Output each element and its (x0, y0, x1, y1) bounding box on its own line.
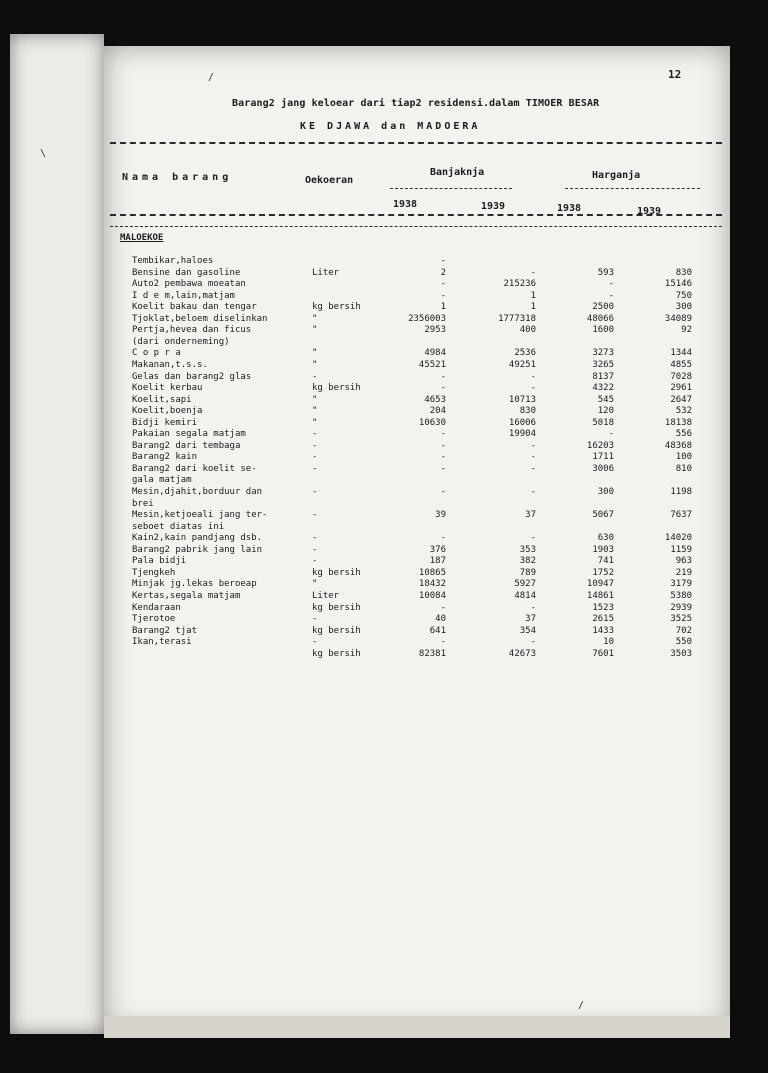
row-qty-1939: 37 (525, 510, 536, 521)
row-unit: " (312, 325, 318, 336)
table-row (132, 626, 702, 637)
row-qty-1939: 5927 (514, 579, 536, 590)
row-name: Barang2 tjat (132, 625, 198, 636)
row-price-1938: 14861 (586, 590, 614, 601)
row-unit: - (312, 440, 318, 451)
row-price-1938: 3265 (592, 359, 614, 370)
row-price-1939: 2939 (670, 602, 692, 613)
page-number: 12 (668, 68, 682, 81)
row-qty-1938: - (440, 463, 446, 474)
row-price-1939: 15146 (664, 279, 692, 290)
row-name: Barang2 dari tembaga (132, 440, 241, 451)
row-price-1939: 92 (681, 325, 692, 336)
row-qty-1938: 45521 (418, 359, 446, 370)
row-qty-1939: 37 (525, 614, 536, 625)
row-qty-1939: - (530, 383, 536, 394)
row-qty-1938: - (440, 452, 446, 463)
table-row (132, 568, 702, 579)
row-qty-1939: 16006 (508, 417, 536, 428)
row-name: Gelas dan barang2 glas (132, 371, 252, 382)
row-name: Kendaraan (132, 602, 181, 613)
row-price-1939: 702 (675, 625, 692, 636)
row-unit: kg bersih (312, 383, 361, 394)
row-price-1938: 10947 (586, 579, 614, 590)
row-price-1939: 2961 (670, 383, 692, 394)
row-price-1938: 4322 (592, 383, 614, 394)
row-qty-1938: 187 (429, 556, 446, 567)
row-price-1939: 34089 (664, 313, 692, 324)
row-name: Ikan,terasi (132, 637, 192, 648)
row-price-1939: 18138 (664, 417, 692, 428)
row-price-1939: 5380 (670, 590, 692, 601)
row-price-1938: 1523 (592, 602, 614, 613)
page-bottom-edge (104, 1016, 730, 1038)
table-row (132, 348, 702, 359)
table-row (132, 256, 702, 267)
row-qty-1939: 353 (519, 544, 536, 555)
table-row (132, 487, 702, 498)
row-price-1939: 3525 (670, 614, 692, 625)
row-qty-1938: 641 (429, 625, 446, 636)
row-price-1939: 556 (675, 429, 692, 440)
header-quantity: Banjaknja (430, 167, 485, 178)
row-qty-1939: - (530, 602, 536, 613)
row-unit: " (312, 348, 318, 359)
row-price-1939: 1198 (670, 487, 692, 497)
divider-header-lower (110, 226, 722, 227)
row-name: Barang2 kain (132, 452, 198, 463)
row-qty-1938: - (440, 371, 446, 382)
row-price-1939: 830 (675, 267, 692, 278)
row-price-1939: 532 (675, 406, 692, 417)
row-price-1938: 5018 (592, 417, 614, 428)
row-price-1939: 14020 (664, 533, 692, 544)
row-unit: " (312, 406, 318, 417)
row-name: Kertas,segala matjam (132, 590, 241, 601)
row-price-1939: 3503 (670, 648, 692, 659)
row-name: (dari onderneming) (132, 336, 230, 347)
row-price-1939: 1159 (670, 544, 692, 555)
row-qty-1938: 10865 (418, 567, 446, 578)
row-price-1938: - (608, 279, 614, 290)
row-price-1939: 48368 (664, 440, 692, 451)
row-price-1939: 100 (675, 452, 692, 463)
table-row (132, 325, 702, 336)
row-qty-1939: - (530, 487, 536, 497)
row-name: Koelit bakau dan tengar (132, 302, 257, 313)
row-qty-1938: 2953 (424, 325, 446, 336)
table-row (132, 614, 702, 625)
row-unit: kg bersih (312, 648, 361, 659)
row-name: brei (132, 498, 154, 509)
header-year-qty-1938: 1938 (393, 199, 418, 210)
divider-price (565, 188, 700, 189)
row-name: Tembikar,haloes (132, 256, 214, 266)
row-name: Tjengkeh (132, 567, 176, 578)
row-qty-1938: - (440, 256, 446, 266)
row-price-1938: 5067 (592, 510, 614, 521)
stray-mark: / (578, 1000, 585, 1011)
header-name: Nama barang (122, 172, 233, 183)
row-name: seboet diatas ini (132, 521, 225, 532)
table-row (132, 522, 702, 533)
row-qty-1938: - (440, 602, 446, 613)
table-row (132, 649, 702, 660)
row-price-1938: 593 (597, 267, 614, 278)
row-qty-1938: - (440, 533, 446, 544)
table-row (132, 533, 702, 544)
row-price-1939: 963 (675, 556, 692, 567)
table-row (132, 291, 702, 302)
row-unit: - (312, 544, 318, 555)
row-qty-1938: - (440, 440, 446, 451)
row-price-1938: 2615 (592, 614, 614, 625)
row-unit: - (312, 429, 318, 440)
divider-top (110, 142, 722, 144)
table-row (132, 591, 702, 602)
table-row (132, 510, 702, 521)
row-price-1938: 3006 (592, 463, 614, 474)
table-row (132, 429, 702, 440)
row-name: Kain2,kain pandjang dsb. (132, 533, 263, 544)
row-price-1939: 219 (675, 567, 692, 578)
table-row (132, 372, 702, 383)
row-name: Mesin,ketjoeali jang ter- (132, 510, 268, 521)
table-row (132, 452, 702, 463)
row-price-1938: 1600 (592, 325, 614, 336)
stray-mark: \ (40, 148, 47, 159)
row-qty-1938: - (440, 429, 446, 440)
row-unit: " (312, 394, 318, 405)
row-qty-1939: - (530, 267, 536, 278)
row-unit: " (312, 313, 318, 324)
row-qty-1938: 2 (440, 267, 446, 278)
row-qty-1939: 49251 (508, 359, 536, 370)
row-price-1939: 810 (675, 463, 692, 474)
table-row (132, 464, 702, 475)
table-row (132, 475, 702, 486)
row-qty-1939: 400 (519, 325, 536, 336)
row-qty-1938: 1 (440, 302, 446, 313)
row-unit: Liter (312, 267, 340, 278)
row-qty-1939: 382 (519, 556, 536, 567)
row-price-1938: 7601 (592, 648, 614, 659)
table-row (132, 579, 702, 590)
row-qty-1938: 2356003 (408, 313, 446, 324)
row-qty-1939: 42673 (508, 648, 536, 659)
row-name: gala matjam (132, 475, 192, 486)
table-row (132, 302, 702, 313)
header-year-price-1939: 1939 (637, 206, 662, 217)
row-unit: kg bersih (312, 567, 361, 578)
row-name: Pala bidji (132, 556, 187, 567)
document-subtitle: KE DJAWA dan MADOERA (300, 121, 481, 132)
row-qty-1938: 82381 (418, 648, 446, 659)
row-unit: " (312, 579, 318, 590)
row-name: Koelit kerbau (132, 383, 203, 394)
table-row (132, 268, 702, 279)
table-row (132, 637, 702, 648)
header-price: Harganja (592, 170, 641, 181)
divider-header (110, 214, 722, 216)
divider-quantity (390, 188, 512, 189)
row-name: Barang2 pabrik jang lain (132, 544, 263, 555)
row-unit: - (312, 371, 318, 382)
row-qty-1939: 10713 (508, 394, 536, 405)
row-unit: - (312, 452, 318, 463)
row-qty-1938: - (440, 290, 446, 301)
table-row (132, 499, 702, 510)
row-qty-1939: 1 (530, 302, 536, 313)
row-unit: - (312, 637, 318, 648)
row-unit: - (312, 614, 318, 625)
row-name: Koelit,sapi (132, 394, 192, 405)
row-qty-1939: - (530, 371, 536, 382)
row-price-1938: 8137 (592, 371, 614, 382)
table-row (132, 314, 702, 325)
row-name: Bidji kemiri (132, 417, 198, 428)
row-price-1939: 2647 (670, 394, 692, 405)
table-row (132, 556, 702, 567)
row-price-1938: 741 (597, 556, 614, 567)
row-qty-1938: 204 (429, 406, 446, 417)
row-qty-1939: 1777318 (498, 313, 536, 324)
row-price-1938: 1433 (592, 625, 614, 636)
row-qty-1939: - (530, 637, 536, 648)
row-price-1939: 3179 (670, 579, 692, 590)
row-name: Pakaian segala matjam (132, 429, 246, 440)
table-row (132, 395, 702, 406)
row-unit: " (312, 417, 318, 428)
row-qty-1938: - (440, 383, 446, 394)
stray-mark: / (208, 72, 215, 83)
row-price-1938: 630 (597, 533, 614, 544)
table-row (132, 441, 702, 452)
row-price-1939: 7637 (670, 510, 692, 521)
row-price-1939: 7028 (670, 371, 692, 382)
row-qty-1938: 10630 (418, 417, 446, 428)
row-price-1938: 300 (597, 487, 614, 497)
row-name: Pertja,hevea dan ficus (132, 325, 252, 336)
row-qty-1939: 789 (519, 567, 536, 578)
row-price-1938: 16203 (586, 440, 614, 451)
row-name: Tjoklat,beloem diselinkan (132, 313, 268, 324)
row-qty-1938: 40 (435, 614, 446, 625)
row-qty-1939: 2536 (514, 348, 536, 359)
row-qty-1938: 18432 (418, 579, 446, 590)
row-unit: - (312, 510, 318, 521)
row-price-1938: 545 (597, 394, 614, 405)
header-year-qty-1939: 1939 (481, 201, 506, 212)
table-row (132, 545, 702, 556)
row-qty-1938: - (440, 487, 446, 497)
header-unit: Oekoeran (305, 175, 354, 186)
row-qty-1938: - (440, 279, 446, 290)
row-qty-1939: 354 (519, 625, 536, 636)
row-price-1939: 1344 (670, 348, 692, 359)
document-title: Barang2 jang keloear dari tiap2 residensi.dalam TIMOER BESAR (232, 98, 600, 109)
row-unit: kg bersih (312, 302, 361, 313)
row-unit: Liter (312, 590, 340, 601)
table-row (132, 418, 702, 429)
row-qty-1939: - (530, 452, 536, 463)
row-name: Bensine dan gasoline (132, 267, 241, 278)
row-unit: kg bersih (312, 625, 361, 636)
row-name: Mesin,djahit,borduur dan (132, 487, 263, 497)
row-qty-1939: 4814 (514, 590, 536, 601)
page-edge-shadow (10, 34, 104, 1034)
row-unit: - (312, 556, 318, 567)
row-price-1938: 10 (603, 637, 614, 648)
row-price-1938: 1711 (592, 452, 614, 463)
row-qty-1939: 830 (519, 406, 536, 417)
row-qty-1938: - (440, 637, 446, 648)
row-unit: - (312, 463, 318, 474)
row-price-1939: 550 (675, 637, 692, 648)
row-qty-1938: 4653 (424, 394, 446, 405)
row-price-1938: - (608, 290, 614, 301)
row-name: Koelit,boenja (132, 406, 203, 417)
row-qty-1939: 215236 (503, 279, 536, 290)
row-price-1938: - (608, 429, 614, 440)
table-row (132, 360, 702, 371)
row-name: Auto2 pembawa moeatan (132, 279, 246, 290)
row-qty-1939: - (530, 440, 536, 451)
section-label: MALOEKOE (120, 233, 164, 243)
row-name: Tjerotoe (132, 614, 176, 625)
row-price-1938: 3273 (592, 348, 614, 359)
row-qty-1939: 19904 (508, 429, 536, 440)
row-name: Barang2 dari koelit se- (132, 463, 257, 474)
table-row (132, 279, 702, 290)
row-price-1939: 4855 (670, 359, 692, 370)
row-qty-1939: - (530, 463, 536, 474)
table-row (132, 406, 702, 417)
row-unit: - (312, 533, 318, 544)
row-price-1938: 120 (597, 406, 614, 417)
row-price-1938: 1903 (592, 544, 614, 555)
table-row (132, 603, 702, 614)
row-qty-1939: 1 (530, 290, 536, 301)
row-price-1938: 48066 (586, 313, 614, 324)
row-qty-1938: 376 (429, 544, 446, 555)
table-row (132, 383, 702, 394)
row-name: Minjak jg.lekas beroeap (132, 579, 257, 590)
row-unit: " (312, 359, 318, 370)
row-name: I d e m,lain,matjam (132, 290, 235, 301)
table-row (132, 337, 702, 348)
row-price-1938: 2500 (592, 302, 614, 313)
row-qty-1938: 39 (435, 510, 446, 521)
row-unit: - (312, 487, 318, 497)
row-price-1939: 750 (675, 290, 692, 301)
row-price-1939: 300 (675, 302, 692, 313)
row-name: Makanan,t.s.s. (132, 359, 208, 370)
row-qty-1938: 10084 (418, 590, 446, 601)
row-qty-1938: 4984 (424, 348, 446, 359)
row-price-1938: 1752 (592, 567, 614, 578)
header-year-price-1938: 1938 (557, 203, 582, 214)
row-qty-1939: - (530, 533, 536, 544)
row-name: C o p r a (132, 348, 181, 359)
row-unit: kg bersih (312, 602, 361, 613)
